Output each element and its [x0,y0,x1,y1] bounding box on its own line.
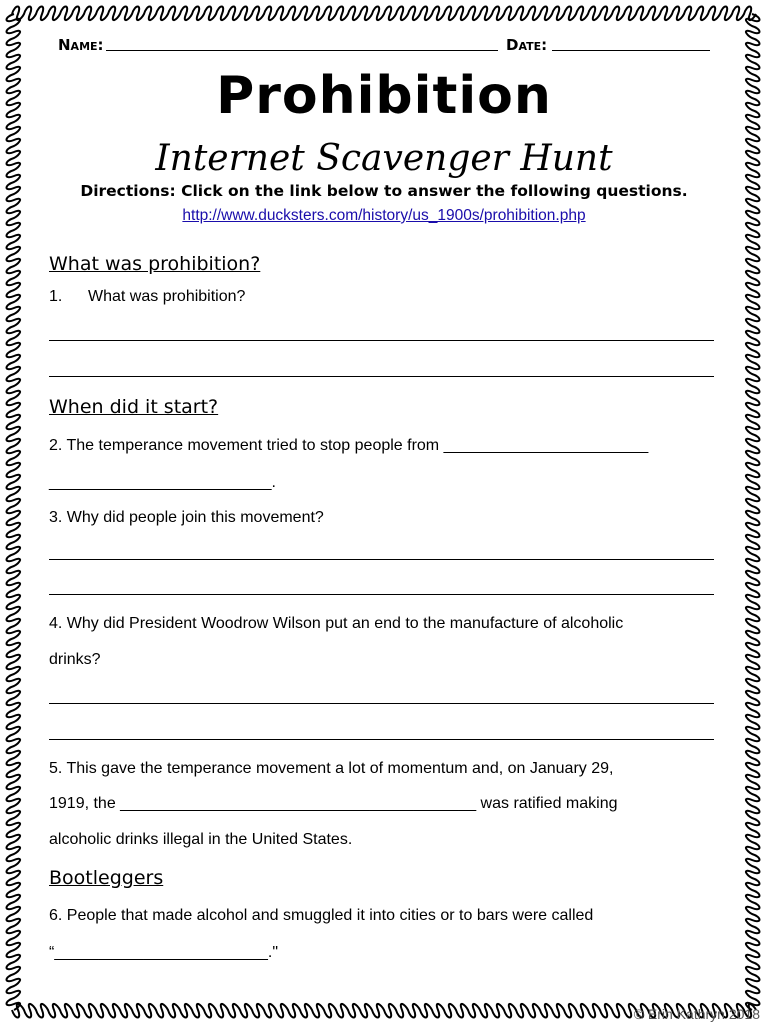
question-3: 3. Why did people join this movement? [49,509,324,526]
answer-line[interactable] [49,584,714,595]
question-5-continued-2: alcoholic drinks illegal in the United States. [49,831,353,848]
answer-line[interactable] [49,549,714,560]
question-6: 6. People that made alcohol and smuggled it into cities or to bars were called [49,907,594,924]
name-blank[interactable] [106,38,498,51]
section-heading-what: What was prohibition? [49,253,261,275]
answer-line[interactable] [49,693,714,704]
page-title: Prohibition [216,66,552,126]
page-subtitle: Internet Scavenger Hunt [155,138,613,179]
question-5-continued: 1919, the ________________________________________ was ratified making [49,795,618,812]
answer-line[interactable] [49,729,714,740]
directions-text: Directions: Click on the link below to answer the following questions. [80,182,688,200]
section-heading-when: When did it start? [49,396,219,418]
answer-line[interactable] [49,366,714,377]
name-label: Name: [58,36,104,54]
question-4: 4. Why did President Woodrow Wilson put an end to the manufacture of alcoholic [49,615,624,632]
section-heading-bootleggers: Bootleggers [49,867,164,889]
question-1: What was prohibition? [88,288,246,305]
question-5: 5. This gave the temperance movement a lot of momentum and, on January 29, [49,760,614,777]
question-1-number: 1. [49,288,63,305]
date-blank[interactable] [552,38,710,51]
question-6-continued: “________________________." [49,944,279,961]
question-2: 2. The temperance movement tried to stop people from _______________________ [49,437,649,454]
date-label: Date: [506,36,548,54]
ducksters-link[interactable]: http://www.ducksters.com/history/us_1900s/prohibition.php [182,207,586,224]
question-4-continued: drinks? [49,651,101,668]
question-2-continued: _________________________. [49,474,276,491]
copyright-footer: © Erin Kathryn 2018 [633,1006,760,1022]
answer-line[interactable] [49,330,714,341]
